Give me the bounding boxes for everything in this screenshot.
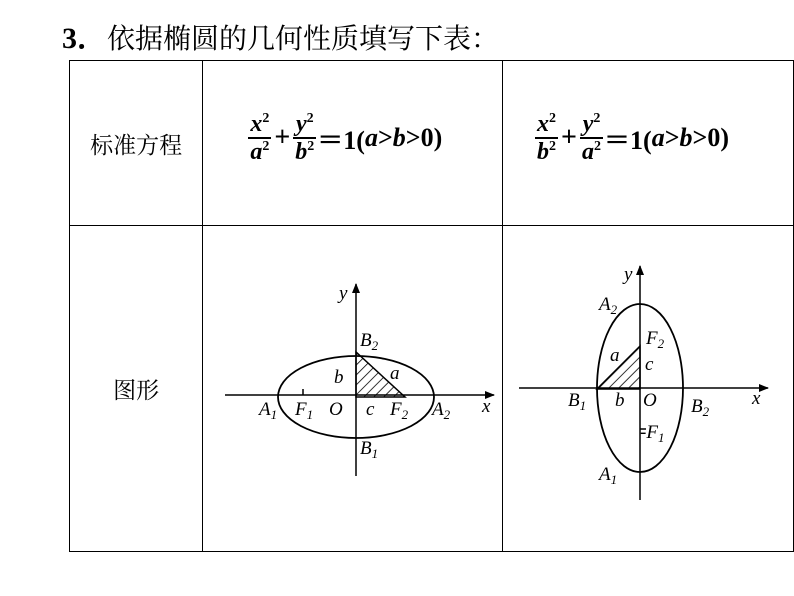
label-x: x <box>482 396 491 417</box>
eq1-rhs: ＝1( <box>317 125 365 155</box>
label-b: b <box>334 367 344 388</box>
eq2-gt2: >0) <box>692 123 729 152</box>
label-a1: $A_1$ <box>599 464 618 487</box>
eq1-exp-2: 2 <box>262 139 270 154</box>
table-row-figure <box>70 226 794 552</box>
eq2-rhs: ＝1( <box>604 125 652 155</box>
label-a: a <box>390 363 400 384</box>
label-f1: $F_1$ <box>295 399 314 422</box>
eq1-denominator-a: a <box>250 139 263 165</box>
table-row-equation <box>70 61 794 226</box>
label-y: y <box>339 283 348 304</box>
label-b2: $B_2$ <box>360 330 379 353</box>
label-origin: O <box>643 390 657 411</box>
eq2-cond-b: b <box>679 123 693 152</box>
eq2-cond-a: a <box>651 123 665 152</box>
label-f2: $F_2$ <box>390 399 409 422</box>
label-origin: O <box>329 399 344 420</box>
question-number: 3． <box>62 22 107 55</box>
cell-figure-horizontal <box>203 226 503 552</box>
eq1-exp-1: 2 <box>262 111 270 126</box>
label-a2: $A_2$ <box>599 294 618 317</box>
eq2-plus: + <box>561 122 578 153</box>
label-a: a <box>610 345 620 366</box>
label-c: c <box>366 399 375 420</box>
horizontal-ellipse-diagram <box>203 226 509 551</box>
label-c: c <box>645 354 654 375</box>
equation-vertical <box>534 103 729 173</box>
fraction-y <box>580 111 603 165</box>
label-a2: $A_2$ <box>432 399 451 422</box>
row-label-equation: 标准方程 <box>70 61 203 226</box>
cell-equation-horizontal <box>203 61 503 226</box>
label-f1: $-F_1$ <box>640 422 665 445</box>
label-b1: $B_1$ <box>360 438 379 461</box>
question-text: 依据椭圆的几何性质填写下表： <box>107 22 500 55</box>
label-b1: $B_1$ <box>568 390 587 413</box>
fraction-x <box>248 111 271 165</box>
eq2-exp-4: 2 <box>594 139 602 154</box>
eq1-cond-a: a <box>364 123 378 152</box>
eq1-numerator-x: x <box>250 111 263 137</box>
label-b: b <box>615 390 625 411</box>
eq2-denominator-a: a <box>582 139 595 165</box>
eq2-exp-3: 2 <box>593 111 601 126</box>
eq2-numerator-y: y <box>582 111 594 137</box>
cell-equation-vertical <box>503 61 794 226</box>
eq2-exp-2: 2 <box>549 139 557 154</box>
label-x: x <box>752 388 761 409</box>
eq2-gt1: > <box>664 123 680 152</box>
eq2-exp-1: 2 <box>549 111 557 126</box>
row-label-figure: 图形 <box>70 226 203 552</box>
eq1-gt2: >0) <box>405 123 443 152</box>
label-y: y <box>624 264 633 285</box>
eq1-gt1: > <box>377 123 393 152</box>
eq1-exp-3: 2 <box>306 111 314 126</box>
vertical-ellipse-diagram <box>503 226 794 551</box>
label-f2: $F_2$ <box>646 328 665 351</box>
eq1-exp-4: 2 <box>307 139 315 154</box>
eq1-plus: + <box>274 122 291 153</box>
equation-horizontal <box>247 103 442 173</box>
eq2-denominator-b: b <box>537 139 550 165</box>
cell-figure-vertical <box>503 226 794 552</box>
eq1-numerator-y: y <box>295 111 307 137</box>
fraction-x <box>535 111 558 165</box>
eq1-denominator-b: b <box>295 139 308 165</box>
page-title <box>62 18 499 58</box>
fraction-y <box>293 111 316 165</box>
label-b2: $B_2$ <box>691 396 710 419</box>
ellipse-property-table <box>69 60 794 552</box>
eq2-numerator-x: x <box>537 111 550 137</box>
eq1-cond-b: b <box>392 123 406 152</box>
label-a1: $A_1$ <box>259 399 278 422</box>
